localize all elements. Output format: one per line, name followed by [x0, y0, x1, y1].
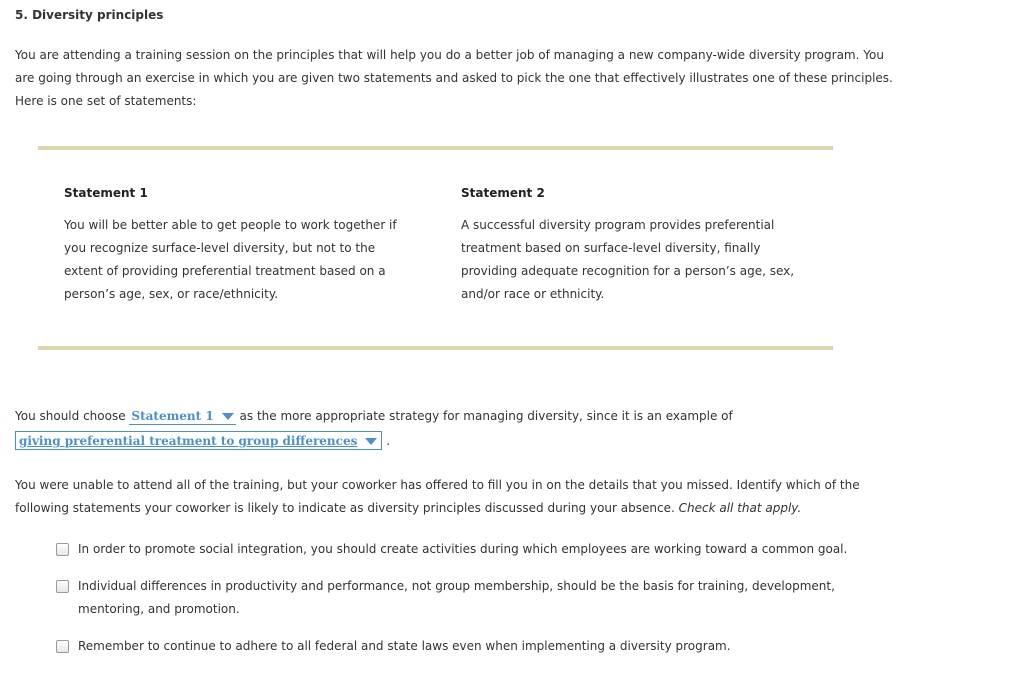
part2-text: You were unable to attend all of the training, but your coworker has offered to fill you in on the details that you missed. Identify which of the following statements your coworker is likely to indicate as diversity principles discussed during your absence.: [15, 478, 860, 515]
caret-down-icon: [222, 413, 234, 420]
statement-1: [64, 186, 414, 306]
statement-choice-value: Statement 1: [131, 409, 214, 423]
option-3-label: Remember to continue to adhere to all federal and state laws even when implementing a diversity program.: [78, 639, 731, 653]
statement-choice-dropdown[interactable]: [129, 408, 235, 425]
option-item[interactable]: [56, 575, 896, 621]
option-3-checkbox[interactable]: [56, 640, 69, 653]
answer-second-line: [15, 430, 915, 453]
part2-prompt: [15, 474, 915, 520]
answer-middle: as the more appropriate strategy for managing diversity, since it is an example of: [239, 409, 733, 423]
check-all-instruction: Check all that apply.: [678, 501, 802, 515]
answer-sentence: [15, 405, 915, 453]
statement-2: [461, 186, 811, 306]
option-1-checkbox[interactable]: [56, 543, 69, 556]
option-2-checkbox[interactable]: [56, 580, 69, 593]
statement-2-heading: Statement 2: [461, 186, 545, 200]
question-intro: You are attending a training session on the principles that will help you do a better job of managing a new company-wide diversity program. You are going through an exercise in which you are given two statements and asked to pick the one that effectively illustrates one of these principles. Here is one set of statements:: [15, 48, 893, 108]
answer-prefix: You should choose: [15, 409, 126, 423]
principle-choice-dropdown[interactable]: [15, 431, 382, 450]
principle-choice-value: giving preferential treatment to group differences: [19, 434, 358, 448]
answer-suffix: .: [386, 434, 391, 448]
caret-down-icon: [365, 438, 377, 445]
options-list: [56, 538, 896, 658]
option-item[interactable]: [56, 538, 896, 561]
option-1-label: In order to promote social integration, you should create activities during which employees are working toward a common goal.: [78, 542, 848, 556]
statement-2-text: A successful diversity program provides preferential treatment based on surface-level diversity, finally providing adequate recognition for a person’s age, sex, and/or race or ethnicity.: [461, 218, 795, 301]
option-item[interactable]: [56, 635, 896, 658]
statement-1-text: You will be better able to get people to work together if you recognize surface-level diversity, but not to the extent of providing preferential treatment based on a person’s age, sex, or race/ethnicity.: [64, 218, 397, 301]
option-2-label: Individual differences in productivity and performance, not group membership, should be the basis for training, development, mentoring, and promotion.: [78, 579, 835, 616]
statements-panel: [38, 146, 833, 350]
question-title: 5. Diversity principles: [15, 8, 164, 22]
statement-1-heading: Statement 1: [64, 186, 148, 200]
